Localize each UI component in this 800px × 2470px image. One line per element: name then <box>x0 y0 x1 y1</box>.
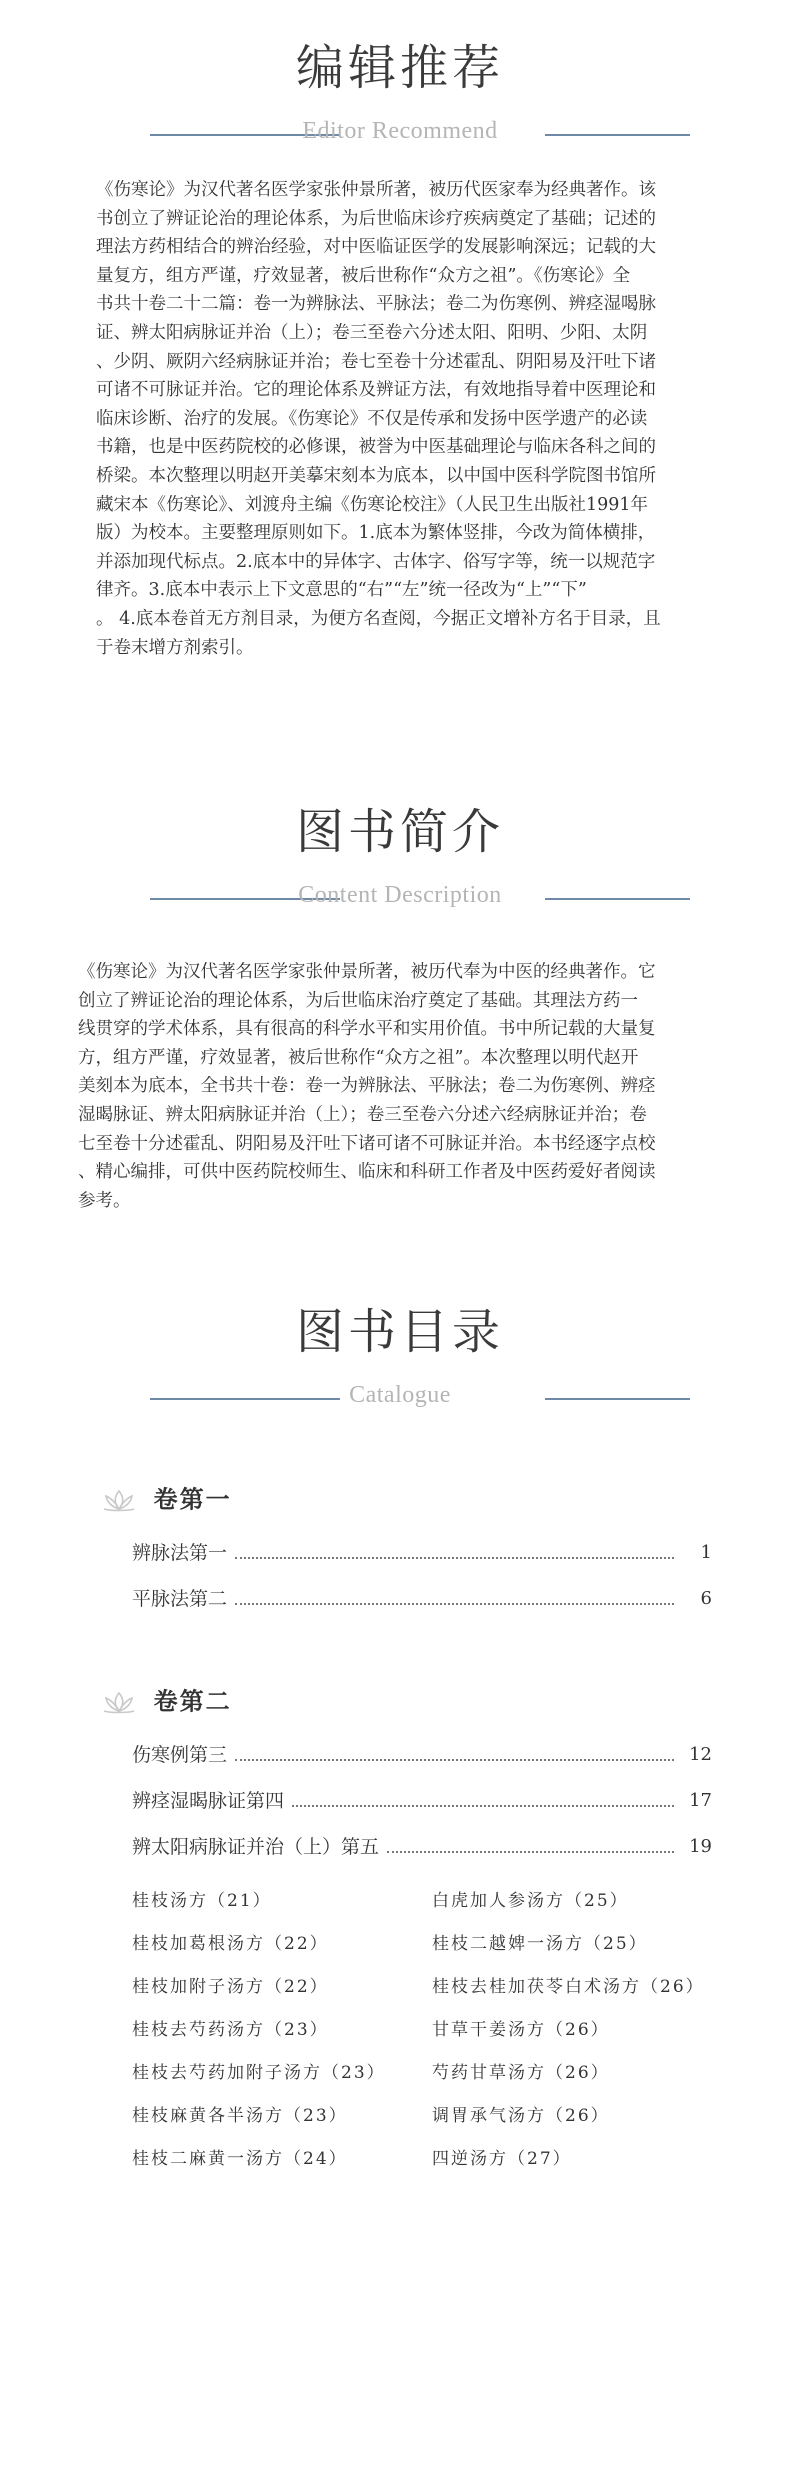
prescription-item[interactable]: 四逆汤方（27） <box>432 2149 572 2169</box>
prescription-item[interactable]: 桂枝加附子汤方（22） <box>132 1977 329 1997</box>
section-header-recommend <box>0 38 800 144</box>
section-subtitle: Content Description <box>298 882 502 908</box>
prescription-item[interactable]: 桂枝去芍药加附子汤方（23） <box>132 2063 386 2083</box>
section-subtitle: Catalogue <box>349 1382 451 1408</box>
toc-entry-title: 辨脉法第一 <box>132 1542 228 1564</box>
section-title: 编辑推荐 <box>295 40 504 96</box>
section-header-intro <box>0 802 800 908</box>
paragraph-line: 书共十卷二十二篇：卷一为辨脉法、平脉法；卷二为伤寒例、辨痉湿喝脉 <box>96 294 656 315</box>
paragraph-line: 证、辨太阳病脉证并治（上）；卷三至卷六分述太阳、阳明、少阳、太阴 <box>96 322 648 343</box>
prescription-item[interactable]: 桂枝去芍药汤方（23） <box>132 2020 329 2040</box>
toc-entry-title: 伤寒例第三 <box>132 1744 228 1766</box>
toc-leader-dots <box>387 1832 674 1853</box>
toc-entry-title: 辨痉湿暍脉证第四 <box>132 1790 285 1812</box>
toc-entry[interactable] <box>132 1740 712 1770</box>
paragraph-line: 创立了辨证论治的理论体系，为后世临床治疗奠定了基础。其理法方药一 <box>78 990 638 1011</box>
prescription-item[interactable]: 甘草干姜汤方（26） <box>432 2020 610 2040</box>
prescription-item[interactable]: 桂枝二麻黄一汤方（24） <box>132 2149 348 2169</box>
paragraph-line: 参考。 <box>78 1190 131 1211</box>
paragraph-line: 书创立了辨证论治的理论体系，为后世临床诊疗疾病奠定了基础；记述的 <box>96 208 656 229</box>
prescription-item[interactable]: 桂枝二越婢一汤方（25） <box>432 1934 648 1954</box>
paragraph-line: 版）为校本。主要整理原则如下。1.底本为繁体竖排，今改为简体横排， <box>96 523 656 544</box>
paragraph-line: 律齐。3.底本中表示上下文意思的“右”“左”统一径改为“上”“下” <box>96 580 587 601</box>
prescription-item[interactable]: 芍药甘草汤方（26） <box>432 2063 610 2083</box>
toc-entry[interactable] <box>132 1538 712 1568</box>
paragraph-line: 于卷末增方剂索引。 <box>96 637 254 658</box>
toc-entry-page: 1 <box>700 1542 712 1563</box>
toc-entry-page: 17 <box>689 1790 712 1811</box>
paragraph-line: 桥梁。本次整理以明赵开美摹宋刻本为底本，以中国中医科学院图书馆所 <box>96 465 656 486</box>
section-title: 图书简介 <box>295 804 504 860</box>
toc-entry-title: 平脉法第二 <box>132 1588 228 1610</box>
toc-leader-dots <box>235 1538 674 1559</box>
paragraph-line: 《伤寒论》为汉代著名医学家张仲景所著，被历代奉为中医的经典著作。它 <box>78 962 656 982</box>
toc-leader-dots <box>235 1584 674 1605</box>
paragraph-line: 理法方药相结合的辨治经验，对中医临证医学的发展影响深远；记载的大 <box>96 237 656 258</box>
paragraph-line: 。 4.底本卷首无方剂目录，为便方名查阅，今据正文增补方名于目录，且 <box>96 608 661 629</box>
section-header-catalogue <box>0 1302 800 1408</box>
paragraph-line: 书籍，也是中医药院校的必修课，被誉为中医基础理论与临床各科之间的 <box>96 437 656 458</box>
toc-entry[interactable] <box>132 1584 712 1614</box>
intro-paragraph <box>78 958 724 1215</box>
paragraph-line: 、少阴、厥阴六经病脉证并治；卷七至卷十分述霍乱、阴阳易及汗吐下诸 <box>96 351 656 372</box>
paragraph-line: 、精心编排，可供中医药院校师生、临床和科研工作者及中医药爱好者阅读 <box>78 1162 656 1183</box>
volume-title-1 <box>100 1478 232 1518</box>
prescription-item[interactable]: 桂枝去桂加茯苓白术汤方（26） <box>432 1977 705 1997</box>
toc-entry-page: 12 <box>689 1744 712 1765</box>
paragraph-line: 藏宋本《伤寒论》、刘渡舟主编《伤寒论校注》（人民卫生出版社1991年 <box>96 494 649 515</box>
section-subtitle: Editor Recommend <box>302 118 498 144</box>
paragraph-line: 方，组方严谨，疗效显著，被后世称作“众方之祖”。本次整理以明代赵开 <box>78 1047 639 1068</box>
lotus-icon <box>100 1487 138 1513</box>
paragraph-line: 临床诊断、治疗的发展。《伤寒论》不仅是传承和发扬中医学遗产的必读 <box>96 408 648 429</box>
section-title: 图书目录 <box>295 1304 504 1360</box>
paragraph-line: 并添加现代标点。2.底本中的异体字、古体字、俗写字等，统一以规范字 <box>96 551 656 572</box>
toc-entry-title: 辨太阳病脉证并治（上）第五 <box>132 1836 380 1858</box>
paragraph-line: 线贯穿的学术体系，具有很高的科学水平和实用价值。书中所记载的大量复 <box>78 1019 656 1040</box>
paragraph-line: 湿暍脉证、辨太阳病脉证并治（上）；卷三至卷六分述六经病脉证并治；卷 <box>78 1104 647 1125</box>
paragraph-line: 美刻本为底本，全书共十卷：卷一为辨脉法、平脉法；卷二为伤寒例、辨痉 <box>78 1076 656 1097</box>
paragraph-line: 七至卷十分述霍乱、阴阳易及汗吐下诸可诸不可脉证并治。本书经逐字点校 <box>78 1133 656 1154</box>
lotus-icon <box>100 1689 138 1715</box>
toc-leader-dots <box>235 1740 674 1761</box>
prescription-item[interactable]: 桂枝加葛根汤方（22） <box>132 1934 329 1954</box>
toc-entry-page: 19 <box>689 1836 712 1857</box>
prescription-item[interactable]: 桂枝麻黄各半汤方（23） <box>132 2106 348 2126</box>
toc-entry-page: 6 <box>700 1588 712 1609</box>
toc-entry[interactable] <box>132 1832 712 1862</box>
toc-leader-dots <box>292 1786 674 1807</box>
volume-title-2 <box>100 1680 232 1720</box>
paragraph-line: 《伤寒论》为汉代著名医学家张仲景所著，被历代医家奉为经典著作。该 <box>96 180 656 200</box>
volume-title-text: 卷第一 <box>153 1484 232 1514</box>
prescription-item[interactable]: 调胃承气汤方（26） <box>432 2106 610 2126</box>
volume-title-text: 卷第二 <box>153 1686 232 1716</box>
paragraph-line: 可诸不可脉证并治。它的理论体系及辨证方法，有效地指导着中医理论和 <box>96 380 656 401</box>
paragraph-line: 量复方，组方严谨，疗效显著，被后世称作“众方之祖”。《伤寒论》全 <box>96 265 631 286</box>
prescription-item[interactable]: 白虎加人参汤方（25） <box>432 1891 629 1911</box>
recommend-paragraph <box>96 176 716 662</box>
prescription-item[interactable]: 桂枝汤方（21） <box>132 1891 272 1911</box>
toc-entry[interactable] <box>132 1786 712 1816</box>
